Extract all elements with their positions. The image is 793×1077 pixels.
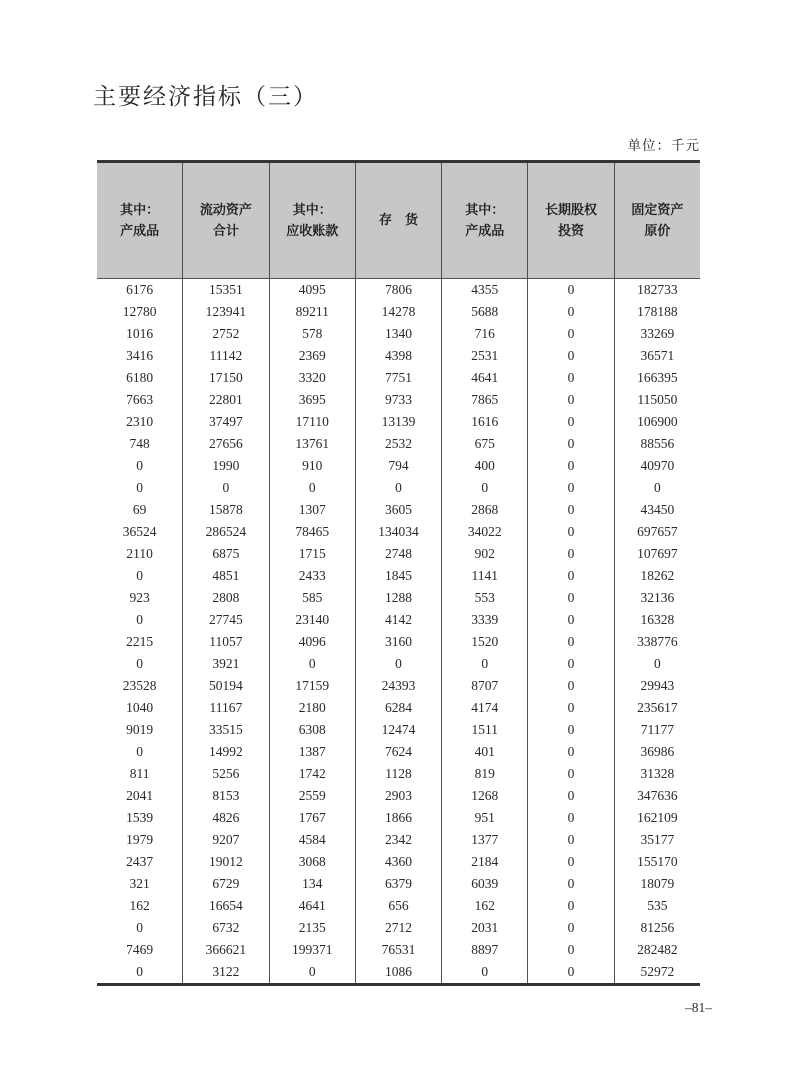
table-cell: 9019 bbox=[97, 719, 183, 741]
table-cell: 0 bbox=[528, 807, 614, 829]
table-cell: 89211 bbox=[270, 301, 356, 323]
table-cell: 0 bbox=[528, 499, 614, 521]
table-cell: 0 bbox=[528, 653, 614, 675]
table-cell: 134 bbox=[270, 873, 356, 895]
table-cell: 6732 bbox=[183, 917, 269, 939]
table-cell: 3068 bbox=[270, 851, 356, 873]
table-cell: 7469 bbox=[97, 939, 183, 961]
table-cell: 4826 bbox=[183, 807, 269, 829]
table-cell: 1979 bbox=[97, 829, 183, 851]
column-header-liudong-zichan-heji: 流动资产 合计 bbox=[183, 163, 269, 278]
table-cell: 9733 bbox=[356, 389, 442, 411]
table-cell: 3320 bbox=[270, 367, 356, 389]
table-cell: 69 bbox=[97, 499, 183, 521]
table-cell: 1511 bbox=[442, 719, 528, 741]
table-cell: 23140 bbox=[270, 609, 356, 631]
table-cell: 23528 bbox=[97, 675, 183, 697]
table-cell: 1288 bbox=[356, 587, 442, 609]
table-cell: 0 bbox=[442, 477, 528, 499]
table-cell: 6039 bbox=[442, 873, 528, 895]
table-cell: 902 bbox=[442, 543, 528, 565]
table-cell: 0 bbox=[528, 411, 614, 433]
table-cell: 0 bbox=[528, 917, 614, 939]
table-row bbox=[97, 631, 700, 653]
table-cell: 2712 bbox=[356, 917, 442, 939]
table-cell: 0 bbox=[528, 961, 614, 983]
table-cell: 31328 bbox=[640, 766, 675, 781]
table-cell: 347636 bbox=[637, 788, 678, 803]
table-cell: 951 bbox=[442, 807, 528, 829]
table-cell: 6284 bbox=[356, 697, 442, 719]
table-cell: 76531 bbox=[356, 939, 442, 961]
table-cell: 0 bbox=[528, 301, 614, 323]
table-cell: 52972 bbox=[640, 964, 675, 979]
table-cell: 4096 bbox=[270, 631, 356, 653]
table-cell: 115050 bbox=[637, 392, 678, 407]
table-cell: 13761 bbox=[270, 433, 356, 455]
table-cell: 819 bbox=[442, 763, 528, 785]
table-cell: 7751 bbox=[356, 367, 442, 389]
table-header-row bbox=[97, 163, 700, 279]
table-cell: 535 bbox=[647, 898, 668, 913]
table-cell: 0 bbox=[442, 653, 528, 675]
table-cell: 0 bbox=[97, 455, 183, 477]
table-cell: 0 bbox=[528, 609, 614, 631]
table-cell: 34022 bbox=[442, 521, 528, 543]
table-cell: 2437 bbox=[97, 851, 183, 873]
table-cell: 401 bbox=[442, 741, 528, 763]
column-header-changqi-guquan-touzi: 长期股权 投资 bbox=[528, 163, 614, 278]
table-cell: 656 bbox=[356, 895, 442, 917]
table-cell: 2808 bbox=[183, 587, 269, 609]
table-cell: 11057 bbox=[183, 631, 269, 653]
table-cell: 15878 bbox=[183, 499, 269, 521]
table-cell: 32136 bbox=[640, 590, 675, 605]
table-cell: 0 bbox=[97, 565, 183, 587]
table-row bbox=[97, 345, 700, 367]
table-cell: 199371 bbox=[270, 939, 356, 961]
table-cell: 162 bbox=[97, 895, 183, 917]
table-cell: 4142 bbox=[356, 609, 442, 631]
table-row bbox=[97, 477, 700, 499]
table-row bbox=[97, 807, 700, 829]
table-cell: 4641 bbox=[270, 895, 356, 917]
table-cell: 17110 bbox=[270, 411, 356, 433]
table-cell: 4641 bbox=[442, 367, 528, 389]
table-cell: 0 bbox=[528, 455, 614, 477]
table-cell: 0 bbox=[270, 653, 356, 675]
table-cell: 3122 bbox=[183, 961, 269, 983]
table-cell: 0 bbox=[528, 521, 614, 543]
table-cell: 1990 bbox=[183, 455, 269, 477]
table-cell: 14992 bbox=[183, 741, 269, 763]
table-cell: 19012 bbox=[183, 851, 269, 873]
table-cell: 716 bbox=[442, 323, 528, 345]
table-cell: 1616 bbox=[442, 411, 528, 433]
table-cell: 27656 bbox=[183, 433, 269, 455]
table-cell: 0 bbox=[528, 763, 614, 785]
table-row bbox=[97, 697, 700, 719]
table-cell: 1845 bbox=[356, 565, 442, 587]
table-cell: 3695 bbox=[270, 389, 356, 411]
table-cell: 0 bbox=[528, 785, 614, 807]
table-cell: 8897 bbox=[442, 939, 528, 961]
table-cell: 366621 bbox=[183, 939, 269, 961]
table-row bbox=[97, 763, 700, 785]
table-cell: 0 bbox=[528, 433, 614, 455]
table-cell: 71177 bbox=[640, 722, 674, 737]
column-header-qizhong-yingshou-zhangkuan: 其中： 应收账款 bbox=[270, 163, 356, 278]
table-cell: 0 bbox=[270, 961, 356, 983]
table-cell: 0 bbox=[528, 829, 614, 851]
table-cell: 7663 bbox=[97, 389, 183, 411]
table-row bbox=[97, 653, 700, 675]
table-cell: 0 bbox=[528, 367, 614, 389]
table-cell: 748 bbox=[97, 433, 183, 455]
table-cell: 88556 bbox=[640, 436, 675, 451]
table-cell: 8153 bbox=[183, 785, 269, 807]
table-cell: 2310 bbox=[97, 411, 183, 433]
table-cell: 162109 bbox=[637, 810, 678, 825]
table-row bbox=[97, 741, 700, 763]
table-cell: 155170 bbox=[637, 854, 678, 869]
table-cell: 37497 bbox=[183, 411, 269, 433]
table-row bbox=[97, 433, 700, 455]
table-cell: 4851 bbox=[183, 565, 269, 587]
table-cell: 2868 bbox=[442, 499, 528, 521]
table-cell: 1307 bbox=[270, 499, 356, 521]
table-cell: 282482 bbox=[637, 942, 678, 957]
table-cell: 2110 bbox=[97, 543, 183, 565]
table-cell: 0 bbox=[97, 961, 183, 983]
table-cell: 2041 bbox=[97, 785, 183, 807]
table-cell: 2342 bbox=[356, 829, 442, 851]
table-cell: 0 bbox=[528, 279, 614, 301]
table-cell: 0 bbox=[97, 741, 183, 763]
table-cell: 15351 bbox=[183, 279, 269, 301]
table-cell: 321 bbox=[97, 873, 183, 895]
table-row bbox=[97, 719, 700, 741]
table-cell: 2559 bbox=[270, 785, 356, 807]
table-cell: 14278 bbox=[356, 301, 442, 323]
table-cell: 0 bbox=[356, 653, 442, 675]
table-row bbox=[97, 301, 700, 323]
table-cell: 17150 bbox=[183, 367, 269, 389]
table-body bbox=[97, 279, 700, 983]
table-row bbox=[97, 609, 700, 631]
table-cell: 0 bbox=[528, 345, 614, 367]
table-cell: 0 bbox=[528, 631, 614, 653]
table-cell: 1715 bbox=[270, 543, 356, 565]
table-cell: 1387 bbox=[270, 741, 356, 763]
table-cell: 12474 bbox=[356, 719, 442, 741]
table-cell: 0 bbox=[442, 961, 528, 983]
table-row bbox=[97, 411, 700, 433]
table-cell: 923 bbox=[97, 587, 183, 609]
table-cell: 675 bbox=[442, 433, 528, 455]
table-cell: 4095 bbox=[270, 279, 356, 301]
table-cell: 3605 bbox=[356, 499, 442, 521]
table-cell: 40970 bbox=[640, 458, 675, 473]
table-cell: 2748 bbox=[356, 543, 442, 565]
table-cell: 0 bbox=[653, 480, 661, 495]
table-cell: 7806 bbox=[356, 279, 442, 301]
table-cell: 182733 bbox=[637, 282, 678, 297]
table-cell: 0 bbox=[528, 939, 614, 961]
table-cell: 13139 bbox=[356, 411, 442, 433]
table-cell: 27745 bbox=[183, 609, 269, 631]
table-cell: 1141 bbox=[442, 565, 528, 587]
table-cell: 0 bbox=[97, 477, 183, 499]
table-cell: 5256 bbox=[183, 763, 269, 785]
column-header-qizhong-chanchengpin-2: 其中： 产成品 bbox=[442, 163, 528, 278]
table-cell: 7624 bbox=[356, 741, 442, 763]
table-cell: 338776 bbox=[637, 634, 678, 649]
table-row bbox=[97, 279, 700, 301]
table-cell: 0 bbox=[528, 675, 614, 697]
table-cell: 794 bbox=[356, 455, 442, 477]
table-cell: 0 bbox=[270, 477, 356, 499]
table-row bbox=[97, 829, 700, 851]
table-cell: 123941 bbox=[183, 301, 269, 323]
table-cell: 0 bbox=[528, 587, 614, 609]
table-cell: 2531 bbox=[442, 345, 528, 367]
table-row bbox=[97, 961, 700, 983]
table-cell: 166395 bbox=[637, 370, 678, 385]
table-cell: 36524 bbox=[97, 521, 183, 543]
column-header-qizhong-chanchengpin-1: 其中： 产成品 bbox=[97, 163, 183, 278]
table-cell: 0 bbox=[528, 741, 614, 763]
table-cell: 3921 bbox=[183, 653, 269, 675]
table-cell: 11167 bbox=[183, 697, 269, 719]
table-row bbox=[97, 785, 700, 807]
table-cell: 578 bbox=[270, 323, 356, 345]
table-row bbox=[97, 939, 700, 961]
table-row bbox=[97, 521, 700, 543]
table-row bbox=[97, 367, 700, 389]
unit-label: 单位：千元 bbox=[627, 138, 700, 153]
table-row bbox=[97, 543, 700, 565]
table-cell: 1268 bbox=[442, 785, 528, 807]
table-row bbox=[97, 675, 700, 697]
page-title: 主要经济指标（三） bbox=[93, 84, 318, 109]
table-cell: 585 bbox=[270, 587, 356, 609]
table-cell: 36571 bbox=[640, 348, 675, 363]
table-cell: 1377 bbox=[442, 829, 528, 851]
table-cell: 286524 bbox=[183, 521, 269, 543]
table-row bbox=[97, 499, 700, 521]
table-cell: 33269 bbox=[640, 326, 675, 341]
table-row bbox=[97, 917, 700, 939]
table-cell: 6729 bbox=[183, 873, 269, 895]
table-row bbox=[97, 895, 700, 917]
table-row bbox=[97, 565, 700, 587]
table-cell: 0 bbox=[528, 323, 614, 345]
table-row bbox=[97, 389, 700, 411]
table-cell: 1520 bbox=[442, 631, 528, 653]
table-cell: 0 bbox=[528, 895, 614, 917]
table-cell: 811 bbox=[97, 763, 183, 785]
table-cell: 0 bbox=[528, 873, 614, 895]
table-cell: 3160 bbox=[356, 631, 442, 653]
column-header-cunhuo: 存 货 bbox=[356, 163, 442, 278]
table-cell: 36986 bbox=[640, 744, 675, 759]
table-cell: 1767 bbox=[270, 807, 356, 829]
table-cell: 235617 bbox=[637, 700, 678, 715]
column-header-guding-zichan-yuanjia: 固定资产 原价 bbox=[631, 201, 684, 238]
table-cell: 2752 bbox=[183, 323, 269, 345]
table-cell: 0 bbox=[528, 543, 614, 565]
table-cell: 7865 bbox=[442, 389, 528, 411]
table-cell: 9207 bbox=[183, 829, 269, 851]
table-cell: 6875 bbox=[183, 543, 269, 565]
table-cell: 0 bbox=[528, 697, 614, 719]
table-cell: 1866 bbox=[356, 807, 442, 829]
table-cell: 33515 bbox=[183, 719, 269, 741]
table-cell: 16654 bbox=[183, 895, 269, 917]
table-cell: 2433 bbox=[270, 565, 356, 587]
table-cell: 0 bbox=[97, 609, 183, 631]
table-cell: 3339 bbox=[442, 609, 528, 631]
table-cell: 4360 bbox=[356, 851, 442, 873]
table-cell: 0 bbox=[528, 851, 614, 873]
table-cell: 43450 bbox=[640, 502, 675, 517]
table-cell: 0 bbox=[356, 477, 442, 499]
table-cell: 2180 bbox=[270, 697, 356, 719]
table-cell: 12780 bbox=[97, 301, 183, 323]
table-cell: 4355 bbox=[442, 279, 528, 301]
table-cell: 107697 bbox=[637, 546, 678, 561]
table-cell: 697657 bbox=[637, 524, 678, 539]
table-cell: 29943 bbox=[640, 678, 675, 693]
table-cell: 2532 bbox=[356, 433, 442, 455]
table-cell: 162 bbox=[442, 895, 528, 917]
table-cell: 4584 bbox=[270, 829, 356, 851]
table-cell: 18079 bbox=[640, 876, 675, 891]
table-cell: 1086 bbox=[356, 961, 442, 983]
table-row bbox=[97, 323, 700, 345]
table-cell: 6308 bbox=[270, 719, 356, 741]
table-cell: 0 bbox=[528, 719, 614, 741]
table-cell: 0 bbox=[528, 477, 614, 499]
table-cell: 17159 bbox=[270, 675, 356, 697]
table-cell: 2369 bbox=[270, 345, 356, 367]
table-cell: 0 bbox=[653, 656, 661, 671]
table-cell: 4174 bbox=[442, 697, 528, 719]
table-cell: 553 bbox=[442, 587, 528, 609]
table-row bbox=[97, 587, 700, 609]
table-cell: 106900 bbox=[637, 414, 678, 429]
table-cell: 50194 bbox=[183, 675, 269, 697]
table-cell: 400 bbox=[442, 455, 528, 477]
table-cell: 2184 bbox=[442, 851, 528, 873]
table-cell: 11142 bbox=[183, 345, 269, 367]
table-cell: 0 bbox=[97, 917, 183, 939]
table-cell: 8707 bbox=[442, 675, 528, 697]
table-cell: 0 bbox=[183, 477, 269, 499]
table-cell: 0 bbox=[97, 653, 183, 675]
table-cell: 2135 bbox=[270, 917, 356, 939]
table-cell: 134034 bbox=[356, 521, 442, 543]
page-number: –81– bbox=[685, 1000, 712, 1015]
table-row bbox=[97, 851, 700, 873]
table-cell: 1128 bbox=[356, 763, 442, 785]
table-row bbox=[97, 455, 700, 477]
table-cell: 6176 bbox=[97, 279, 183, 301]
table-cell: 1040 bbox=[97, 697, 183, 719]
table-cell: 35177 bbox=[640, 832, 675, 847]
table-cell: 18262 bbox=[640, 568, 675, 583]
table-cell: 4398 bbox=[356, 345, 442, 367]
table-cell: 2903 bbox=[356, 785, 442, 807]
table-cell: 910 bbox=[270, 455, 356, 477]
table-row bbox=[97, 873, 700, 895]
table-cell: 3416 bbox=[97, 345, 183, 367]
table-cell: 178188 bbox=[637, 304, 678, 319]
table-cell: 0 bbox=[528, 565, 614, 587]
table-cell: 24393 bbox=[356, 675, 442, 697]
table-cell: 5688 bbox=[442, 301, 528, 323]
table-cell: 1742 bbox=[270, 763, 356, 785]
table-cell: 16328 bbox=[640, 612, 675, 627]
table-cell: 6379 bbox=[356, 873, 442, 895]
economic-indicators-table bbox=[97, 160, 700, 986]
table-cell: 22801 bbox=[183, 389, 269, 411]
table-cell: 1016 bbox=[97, 323, 183, 345]
table-cell: 2031 bbox=[442, 917, 528, 939]
table-cell: 6180 bbox=[97, 367, 183, 389]
table-cell: 0 bbox=[528, 389, 614, 411]
table-cell: 1539 bbox=[97, 807, 183, 829]
table-cell: 78465 bbox=[270, 521, 356, 543]
table-cell: 81256 bbox=[640, 920, 675, 935]
table-cell: 1340 bbox=[356, 323, 442, 345]
table-cell: 2215 bbox=[97, 631, 183, 653]
